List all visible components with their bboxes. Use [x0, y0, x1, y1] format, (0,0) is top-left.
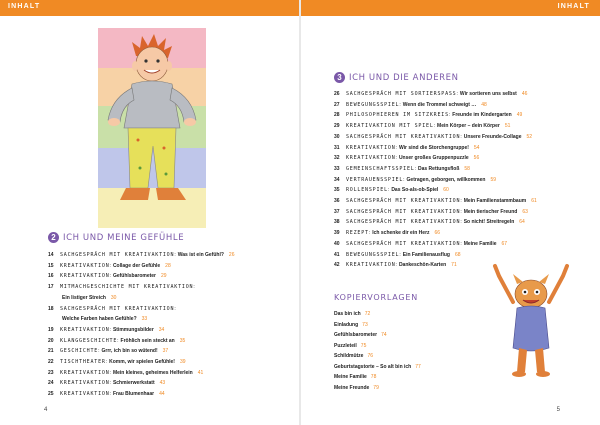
toc-entry-category: BEWEGUNGSSPIEL — [346, 251, 400, 258]
toc-entry-category: KREATIVAKTION — [60, 380, 110, 387]
toc-entry — [48, 368, 234, 379]
toc-entry-colon: : — [395, 262, 397, 269]
toc-entry-title: Mein Familienstammbaum — [463, 198, 527, 205]
toc-entry-page: 59 — [490, 176, 497, 183]
monster-illustration — [491, 262, 571, 382]
kopiervorlage-page: 72 — [364, 311, 371, 317]
left-toc-list — [48, 250, 234, 400]
kopiervorlage-title: Einladung — [334, 321, 359, 328]
toc-entry-number: 23 — [48, 369, 54, 376]
kopiervorlage-item — [334, 320, 421, 331]
toc-entry-category: KREATIVAKTION — [346, 262, 396, 269]
toc-entry — [334, 196, 537, 207]
toc-entry-category: GEMEINSCHAFTSSPIEL — [346, 165, 415, 172]
toc-entry-number: 27 — [334, 101, 340, 108]
boy-illustration — [98, 28, 206, 228]
toc-entry-number: 30 — [334, 133, 340, 140]
kopiervorlage-title: Schildmütze — [334, 353, 364, 359]
toc-entry-page: 29 — [161, 273, 167, 280]
toc-entry-category: KREATIVAKTION MIT SPIEL — [346, 123, 434, 130]
toc-entry-title: Schmierwerkstatt — [112, 380, 155, 387]
toc-entry-page: 48 — [481, 101, 487, 108]
toc-entry-number: 17 — [48, 284, 54, 291]
toc-entry-page: 30 — [110, 294, 117, 301]
page-number-right: 5 — [556, 407, 560, 413]
toc-entry-title: Dankeschön-Karten — [398, 262, 447, 269]
toc-entry-category: KREATIVAKTION — [346, 155, 396, 162]
section-number-badge: 3 — [334, 72, 345, 83]
toc-entry-page: 37 — [162, 348, 169, 355]
toc-entry-category: SACHGESPRÄCH MIT KREATIVAKTION — [346, 198, 461, 205]
toc-entry-colon: : — [448, 112, 451, 119]
toc-entry-colon: : — [460, 133, 462, 140]
toc-entry-title: Wir sind die Storchengruppe! — [398, 144, 469, 151]
kopiervorlagen-title: KOPIERVORLAGEN — [334, 293, 419, 302]
toc-entry — [48, 336, 234, 347]
toc-entry-colon: : — [460, 198, 462, 205]
toc-entry-category: SACHGESPRÄCH MIT KREATIVAKTION — [346, 219, 461, 226]
toc-entry-number: 25 — [48, 391, 54, 398]
toc-entry — [48, 304, 234, 315]
toc-entry-title: Ein listiger Streich — [62, 294, 106, 301]
toc-entry-category: REZEPT — [346, 230, 369, 237]
toc-entry-title: Wir sortieren uns selbst — [459, 91, 517, 97]
left-page — [0, 0, 299, 425]
toc-entry-page: 58 — [464, 165, 470, 172]
toc-entry — [334, 132, 537, 143]
kopiervorlage-item — [334, 351, 421, 362]
boy-illustration-svg — [98, 28, 206, 228]
toc-entry-page: 63 — [522, 208, 528, 215]
toc-entry-colon: : — [456, 91, 458, 97]
toc-entry-category: SACHGESPRÄCH MIT KREATIVAKTION — [60, 305, 175, 312]
toc-entry-category: SACHGESPRÄCH MIT SORTIERSPASS — [346, 91, 457, 97]
kopiervorlage-page: 76 — [367, 353, 374, 359]
toc-entry-title: Komm, wir spielen Gefühle! — [109, 359, 175, 366]
toc-entry-number: 39 — [334, 230, 340, 237]
toc-entry-number: 24 — [48, 380, 54, 387]
toc-entry-page: 43 — [159, 380, 166, 387]
kopiervorlage-item — [334, 309, 421, 320]
toc-entry-title: Collage der Gefühle — [112, 262, 161, 269]
toc-entry-title: Frau Blumenhaar — [112, 391, 155, 398]
toc-entry-number: 29 — [334, 123, 340, 130]
toc-entry — [334, 185, 537, 196]
toc-entry-page: 68 — [454, 251, 461, 258]
toc-entry — [48, 378, 234, 389]
toc-entry-colon: : — [387, 187, 390, 194]
toc-entry-number: 40 — [334, 240, 340, 247]
toc-entry-category: ROLLENSPIEL — [346, 187, 388, 194]
toc-entry-category: SACHGESPRÄCH MIT KREATIVAKTION — [346, 208, 461, 215]
toc-entry-colon: : — [109, 262, 111, 269]
kopiervorlage-item — [334, 341, 421, 352]
toc-entry-number: 36 — [334, 198, 340, 205]
toc-entry-category: SACHGESPRÄCH MIT KREATIVAKTION — [346, 240, 461, 247]
kopiervorlage-item — [334, 372, 421, 383]
toc-entry — [48, 261, 234, 272]
toc-entry-page: 54 — [473, 144, 480, 151]
kopiervorlage-item — [334, 330, 421, 341]
toc-entry-category: KREATIVAKTION — [60, 391, 110, 398]
toc-entry — [334, 164, 537, 175]
toc-entry-colon: : — [109, 380, 111, 387]
kopiervorlage-item — [334, 383, 421, 394]
toc-entry-colon: : — [117, 337, 119, 344]
toc-entry-colon: : — [109, 273, 111, 280]
kopiervorlage-title: Gefühlsbarometer — [334, 332, 378, 338]
toc-entry-colon: : — [414, 165, 416, 172]
toc-entry-colon: : — [460, 208, 462, 215]
kopiervorlage-page: 79 — [373, 384, 379, 391]
toc-entry-category: SACHGESPRÄCH MIT KREATIVAKTION — [346, 133, 461, 140]
toc-entry — [334, 143, 537, 154]
toc-entry-title: Das Rettungsfloß — [417, 165, 460, 172]
page-number-left: 4 — [44, 407, 48, 413]
toc-entry-category: KREATIVAKTION — [60, 369, 110, 376]
toc-entry-title: Gefühlsbarometer — [112, 273, 157, 280]
toc-entry-title: Grrr, ich bin so wütend! — [101, 348, 158, 355]
toc-entry-number: 15 — [48, 262, 54, 269]
toc-entry-page: 52 — [526, 133, 533, 140]
toc-entry-page: 67 — [501, 240, 508, 247]
toc-entry-category: KREATIVAKTION — [60, 262, 110, 269]
kopiervorlage-title: Das bin ich — [334, 311, 361, 317]
toc-entry-title: Unsere Freunde-Collage — [463, 133, 522, 140]
toc-entry — [334, 100, 537, 111]
toc-entry — [48, 389, 234, 400]
toc-entry-number: 37 — [334, 208, 340, 215]
toc-entry-number: 31 — [334, 144, 340, 151]
section-title: ICH UND DIE ANDEREN — [349, 72, 459, 83]
toc-entry-category: MITMACHGESCHICHTE MIT KREATIVAKTION — [60, 284, 194, 291]
toc-entry-page: 66 — [434, 230, 441, 237]
toc-entry-title: So nicht! Streitregeln — [463, 219, 515, 226]
toc-entry-category: TISCHTHEATER — [60, 359, 106, 366]
kopiervorlage-item — [334, 362, 421, 373]
toc-entry — [334, 110, 537, 121]
kopiervorlage-page: 77 — [415, 363, 421, 370]
kopiervorlage-title: Puzzleteil — [334, 342, 357, 349]
toc-entry-page: 56 — [473, 155, 480, 162]
toc-entry-category: KREATIVAKTION — [346, 144, 396, 151]
toc-entry-page: 71 — [451, 262, 457, 269]
toc-entry — [334, 175, 537, 186]
toc-entry-colon: : — [460, 219, 462, 226]
toc-entry-category: PHILOSOPHIEREN IM SITZKREIS — [346, 112, 449, 119]
toc-entry — [334, 207, 537, 218]
toc-entry-page: 34 — [158, 326, 165, 333]
toc-entry-title: Meine Familie — [463, 240, 497, 247]
toc-entry-colon: : — [368, 230, 371, 237]
toc-entry-colon: : — [174, 252, 176, 258]
toc-entry — [334, 217, 537, 228]
toc-entry-number: 26 — [334, 91, 340, 97]
toc-entry-number: 32 — [334, 155, 340, 162]
toc-entry-page: 64 — [519, 219, 525, 226]
toc-entry-title: Mein kleines, geheimes Helferlein — [112, 369, 193, 376]
toc-entry-category: KREATIVAKTION — [60, 273, 110, 280]
toc-entry — [334, 89, 537, 100]
toc-entry — [48, 250, 234, 261]
toc-entry — [48, 293, 234, 304]
toc-entry — [48, 314, 234, 325]
toc-entry-title: Freunde im Kindergarten — [452, 112, 512, 119]
toc-entry-colon: : — [109, 369, 111, 376]
toc-entry-category: VERTRAUENSSPIEL — [346, 176, 404, 183]
toc-entry-colon: : — [399, 101, 401, 108]
toc-entry-title: Ich schenke dir ein Herz — [372, 230, 430, 237]
section-heading-2 — [48, 232, 184, 243]
toc-entry-title: Welche Farben haben Gefühle? — [62, 316, 137, 323]
toc-entry-colon: : — [399, 251, 401, 258]
toc-entry-number: 33 — [334, 165, 340, 172]
toc-entry-page: 46 — [521, 91, 528, 97]
toc-entry-title: Mein tierischer Freund — [463, 208, 518, 215]
toc-entry — [334, 228, 537, 239]
toc-entry-page: 28 — [165, 262, 171, 269]
toc-entry-colon: : — [433, 123, 436, 130]
toc-entry — [48, 357, 234, 368]
section-title: ICH UND MEINE GEFÜHLE — [63, 232, 185, 243]
right-page — [301, 0, 600, 425]
kopiervorlagen-list — [334, 309, 421, 393]
toc-entry-number: 28 — [334, 112, 340, 119]
right-toc-list — [334, 89, 537, 271]
toc-entry-number: 14 — [48, 252, 54, 258]
header-bar-left — [0, 0, 299, 16]
toc-entry-number: 34 — [334, 176, 340, 183]
header-label-left: INHALT — [8, 3, 41, 10]
section-heading-3 — [334, 72, 459, 83]
toc-entry-title: Mein Körper – dein Körper — [437, 123, 500, 130]
toc-entry-category: BEWEGUNGSSPIEL — [346, 101, 400, 108]
kopiervorlage-title: Meine Familie — [334, 374, 367, 380]
toc-entry-colon: : — [395, 144, 397, 151]
kopiervorlage-title: Meine Freunde — [334, 384, 370, 391]
toc-entry-number: 41 — [334, 251, 340, 258]
toc-entry-page: 61 — [531, 198, 537, 205]
toc-entry-colon: : — [460, 240, 462, 247]
toc-entry-number: 21 — [48, 348, 54, 355]
toc-entry-colon: : — [109, 326, 111, 333]
toc-entry-title: Fröhlich sein steckt an — [120, 337, 175, 344]
toc-entry — [334, 239, 537, 250]
kopiervorlage-page: 73 — [362, 321, 368, 328]
toc-entry-colon: : — [193, 284, 195, 291]
toc-entry-title: Das So-als-ob-Spiel — [391, 187, 439, 194]
kopiervorlage-page: 78 — [370, 374, 377, 380]
kopiervorlage-title: Geburtstagstorte – So alt bin ich — [334, 363, 412, 370]
toc-entry-category: GESCHICHTE — [60, 348, 99, 355]
toc-entry-page: 51 — [504, 123, 511, 130]
toc-entry-number: 35 — [334, 187, 340, 194]
toc-entry — [334, 121, 537, 132]
toc-entry-title: Was ist ein Gefühl? — [177, 252, 224, 258]
section-number-badge: 2 — [48, 232, 59, 243]
header-bar-right — [301, 0, 600, 16]
toc-entry-colon: : — [403, 176, 405, 183]
toc-entry-number: 42 — [334, 262, 340, 269]
toc-entry-title: Getragen, geborgen, willkommen — [406, 176, 486, 183]
toc-entry-number: 16 — [48, 273, 54, 280]
toc-entry-number: 19 — [48, 326, 54, 333]
toc-entry — [334, 250, 537, 261]
toc-entry-colon: : — [109, 391, 111, 398]
toc-entry-number: 20 — [48, 337, 54, 344]
toc-entry-colon: : — [174, 305, 176, 312]
toc-entry-colon: : — [105, 359, 108, 366]
toc-entry-title: Wenn die Trommel schweigt … — [402, 101, 477, 108]
toc-entry — [48, 346, 234, 357]
toc-entry-page: 39 — [179, 359, 186, 366]
kopiervorlage-page: 75 — [360, 342, 367, 349]
toc-entry-title: Stimmungsbilder — [112, 326, 154, 333]
toc-entry-page: 33 — [141, 316, 148, 323]
toc-entry — [334, 153, 537, 164]
header-label-right: INHALT — [557, 3, 590, 10]
toc-entry-colon: : — [98, 348, 100, 355]
toc-entry-category: SACHGESPRÄCH MIT KREATIVAKTION — [60, 252, 175, 258]
toc-entry-colon: : — [395, 155, 397, 162]
toc-entry-page: 41 — [197, 369, 204, 376]
toc-entry-title: Unser großes Gruppenpuzzle — [398, 155, 469, 162]
monster-illustration-svg — [491, 262, 571, 382]
toc-entry-number: 18 — [48, 305, 54, 312]
toc-entry-page: 60 — [443, 187, 449, 194]
toc-entry-title: Ein Familienausflug — [402, 251, 450, 258]
toc-entry — [48, 271, 234, 282]
toc-entry-number: 22 — [48, 359, 54, 366]
toc-entry — [48, 282, 234, 293]
toc-entry-category: KLANGGESCHICHTE — [60, 337, 118, 344]
toc-entry-page: 49 — [516, 112, 523, 119]
toc-entry-page: 44 — [159, 391, 165, 398]
toc-entry-page: 26 — [228, 252, 235, 258]
toc-entry — [48, 325, 234, 336]
toc-entry-category: KREATIVAKTION — [60, 326, 110, 333]
toc-entry-page: 35 — [179, 337, 186, 344]
toc-entry-number: 38 — [334, 219, 340, 226]
kopiervorlage-page: 74 — [381, 332, 387, 338]
